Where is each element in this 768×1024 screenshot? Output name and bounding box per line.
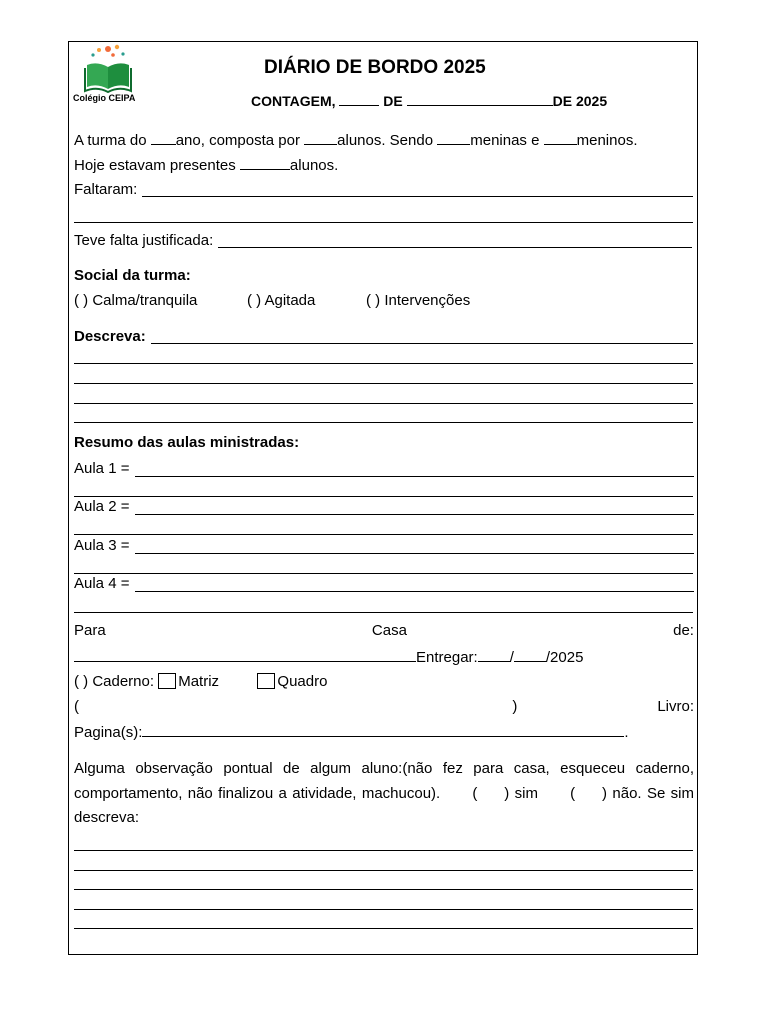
lesson-4-label: Aula 4 = [74, 575, 130, 592]
observation-blank-2[interactable] [74, 870, 693, 871]
class-composition-line [74, 131, 638, 150]
homework-blank[interactable] [74, 648, 416, 662]
quadro-checkbox[interactable] [257, 673, 275, 689]
absent-blank-2[interactable] [74, 222, 693, 223]
homework-deliver-line [74, 648, 583, 667]
text: Quadro [277, 673, 328, 690]
text: Para [74, 622, 106, 639]
form-border [68, 41, 698, 955]
day-blank[interactable] [339, 92, 379, 106]
caderno-line [74, 673, 327, 691]
lesson-2-blank[interactable] [135, 514, 694, 515]
observation-blank-5[interactable] [74, 928, 693, 929]
location-date-line [251, 92, 607, 109]
matriz-checkbox[interactable] [158, 673, 176, 689]
observation-blank-1[interactable] [74, 850, 693, 851]
text: Matriz [178, 673, 220, 690]
describe-blank[interactable] [151, 343, 693, 344]
observation-line-2: comportamento, não finalizou a atividade, machucou). ( ) sim ( ) não. Se sim [74, 785, 694, 802]
livro-option-open[interactable]: ( [74, 698, 79, 715]
social-option-interventions[interactable]: ( ) Intervenções [366, 292, 471, 309]
text: meninos. [576, 132, 638, 149]
observation-line-1: Alguma observação pontual de algum aluno:(não fez para casa, esqueceu caderno, [74, 760, 694, 777]
justified-blank[interactable] [218, 247, 692, 248]
text: alunos. [289, 157, 339, 174]
lesson-3-label: Aula 3 = [74, 537, 130, 554]
lesson-4-blank-2[interactable] [74, 612, 693, 613]
caderno-option[interactable]: ( ) Caderno: [74, 673, 155, 690]
girls-blank[interactable] [437, 131, 470, 145]
boys-blank[interactable] [544, 131, 577, 145]
absent-blank[interactable] [142, 196, 693, 197]
students-blank[interactable] [304, 131, 337, 145]
deliver-day-blank[interactable] [478, 648, 510, 662]
deliver-month-blank[interactable] [514, 648, 546, 662]
text: Pagina(s): [74, 724, 143, 741]
lesson-2-label: Aula 2 = [74, 498, 130, 515]
text: Casa [371, 622, 407, 639]
lesson-1-blank[interactable] [135, 476, 694, 477]
present-blank[interactable] [240, 156, 290, 170]
text: de: [673, 622, 694, 639]
year-blank[interactable] [151, 131, 176, 145]
absent-label: Faltaram: [74, 181, 138, 198]
social-heading: Social da turma: [74, 267, 191, 284]
lesson-3-blank-2[interactable] [74, 573, 693, 574]
present-line [74, 156, 338, 175]
logo-caption: Colégio CEIPA [73, 93, 136, 103]
lessons-heading: Resumo das aulas ministradas: [74, 434, 300, 451]
text: / [509, 649, 514, 666]
describe-blank-5[interactable] [74, 422, 693, 423]
livro-row [74, 698, 694, 716]
text: Hoje estavam presentes [74, 157, 236, 174]
lesson-1-label: Aula 1 = [74, 460, 130, 477]
observation-blank-3[interactable] [74, 889, 693, 890]
social-option-calm[interactable]: ( ) Calma/tranquila [74, 292, 198, 309]
justified-label: Teve falta justificada: [74, 232, 214, 249]
pages-line [74, 723, 629, 742]
location-label: CONTAGEM, [251, 93, 336, 109]
lesson-4-blank[interactable] [135, 591, 694, 592]
text: . [624, 724, 629, 741]
text: meninas e [470, 132, 540, 149]
observation-line-3: descreva: [74, 809, 140, 826]
livro-option-close[interactable]: ) [512, 698, 518, 715]
lesson-2-blank-2[interactable] [74, 534, 693, 535]
text: Livro: [657, 698, 694, 715]
lesson-3-blank[interactable] [135, 553, 694, 554]
text: /2025 [545, 649, 584, 666]
observation-blank-4[interactable] [74, 909, 693, 910]
pages-blank[interactable] [142, 723, 624, 737]
month-blank[interactable] [407, 92, 553, 106]
de-label: DE [383, 93, 403, 109]
homework-heading-row [74, 622, 694, 640]
text: ano, composta por [175, 132, 300, 149]
social-option-agitated[interactable]: ( ) Agitada [247, 292, 316, 309]
describe-blank-4[interactable] [74, 403, 693, 404]
year-label: DE 2025 [552, 93, 608, 109]
describe-blank-3[interactable] [74, 383, 693, 384]
lesson-1-blank-2[interactable] [74, 496, 693, 497]
page-title: DIÁRIO DE BORDO 2025 [264, 57, 486, 78]
describe-label: Descreva: [74, 328, 146, 345]
text: A turma do [74, 132, 147, 149]
describe-blank-2[interactable] [74, 363, 693, 364]
text: Entregar: [416, 649, 478, 666]
text: alunos. Sendo [337, 132, 434, 149]
